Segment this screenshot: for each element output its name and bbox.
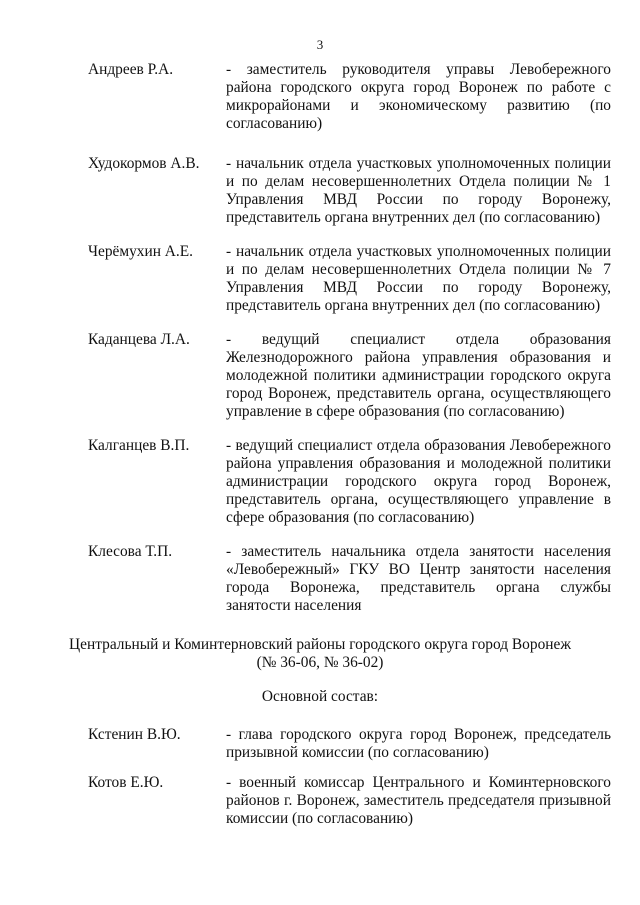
member-name: Котов Е.Ю. <box>88 774 164 791</box>
member-name: Калганцев В.П. <box>88 437 190 454</box>
member-name: Андреев Р.А. <box>88 61 174 78</box>
member-description: - глава городского округа город Воронеж, председатель призывной комиссии (по согласованию) <box>226 726 611 761</box>
section-title <box>0 636 640 672</box>
member-description: - заместитель руководителя управы Левобережного района городского округа город Воронеж по работе с микрорайонами и экономическому развитию (по согласованию) <box>226 61 611 132</box>
member-entry <box>0 331 640 437</box>
section-title-line-2: (№ 36-06, № 36-02) <box>256 654 384 671</box>
member-entry <box>0 243 640 331</box>
member-name: Худокормов А.В. <box>88 155 200 172</box>
member-name: Черёмухин А.Е. <box>88 243 194 260</box>
member-description: - ведущий специалист отдела образования Железнодорожного района управления образования и молодежной политики администрации городского округа город Воронеж, представитель органа, осуществляющего управление в сфере образования (по согласованию) <box>226 331 611 420</box>
member-name: Клесова Т.П. <box>88 543 173 560</box>
member-name: Каданцева Л.А. <box>88 331 190 348</box>
member-description: - начальник отдела участковых уполномоченных полиции и по делам несовершеннолетних Отдела полиции № 1 Управления МВД России по городу Воронежу, представитель органа внутренних дел (по согласованию) <box>226 155 611 226</box>
section-title-line-1: Центральный и Коминтерновский районы городского округа город Воронеж <box>69 636 571 653</box>
page-number: 3 <box>316 37 324 52</box>
member-entry <box>0 726 640 774</box>
subsection-title: Основной состав: <box>261 688 379 705</box>
member-entry <box>0 61 640 155</box>
main-composition-list <box>0 726 640 828</box>
member-description: - начальник отдела участковых уполномоченных полиции и по делам несовершеннолетних Отдела полиции № 7 Управления МВД России по городу Воронежу, представитель органа внутренних дел (по согласованию) <box>226 243 611 314</box>
member-entry <box>0 437 640 543</box>
member-entry <box>0 155 640 243</box>
member-description: - заместитель начальника отдела занятости населения «Левобережный» ГКУ ВО Центр занятости населения города Воронежа, представитель органа службы занятости населения <box>226 543 611 614</box>
member-entry <box>0 543 640 621</box>
member-description: - военный комиссар Центрального и Коминтерновского районов г. Воронеж, заместитель председателя призывной комиссии (по согласованию) <box>226 774 611 827</box>
member-name: Кстенин В.Ю. <box>88 726 181 743</box>
member-entry <box>0 774 640 828</box>
commission-member-list <box>0 61 640 621</box>
member-description: - ведущий специалист отдела образования Левобережного района управления образования и молодежной политики администрации городского округа город Воронеж, представитель органа, осуществляющего управление в сфере образования (по согласованию) <box>226 437 611 526</box>
